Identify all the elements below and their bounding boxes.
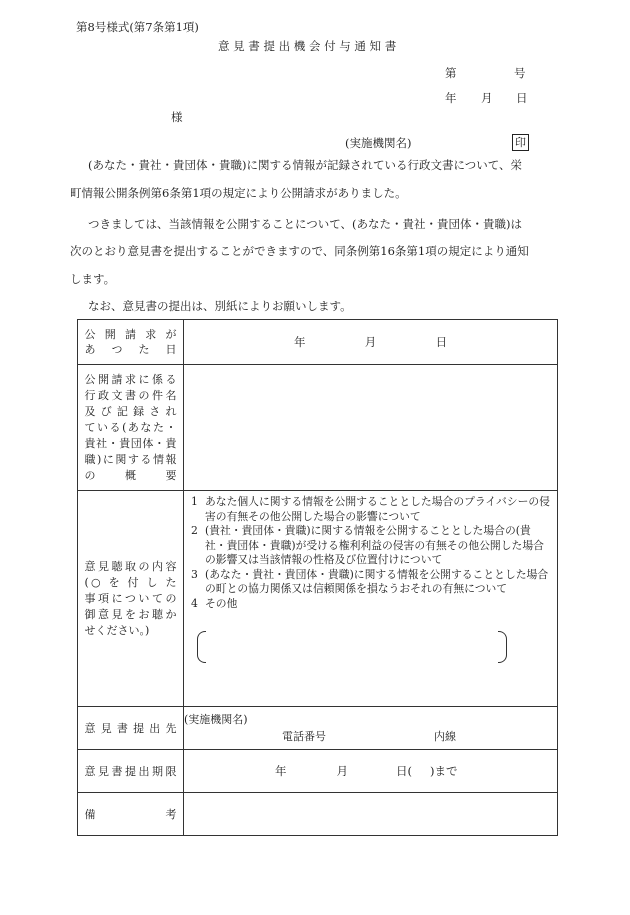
opinion-item-4[interactable]: 4 その他 [191,596,238,610]
number-prefix: 第 [445,66,457,80]
request-date-field[interactable]: 年 月 日 [184,320,558,365]
paragraph-2-line-2: 次のとおり意見書を提出することができますので、同条例第16条第1項の規定により通知 [70,244,529,258]
opinion-content-field [184,491,558,707]
issuer-name: (実施機関名) [345,136,412,150]
row-opinion-content [78,491,558,707]
paragraph-1-line-2: 町情報公開条例第6条第1項の規定により公開請求がありました。 [70,186,407,200]
label-remarks: 備 考 [78,793,184,836]
document-title: 意 見 書 提 出 機 会 付 与 通 知 書 [218,39,397,53]
paragraph-3: なお、意見書の提出は、別紙によりお願いします。 [88,299,352,313]
form-number: 第8号様式(第7条第1項) [76,20,199,34]
submission-address-field[interactable]: (実施機関名) 電話番号 内線 [184,707,558,750]
paragraph-2-line-1: つきましては、当該情報を公開することについて、(あなた・貴社・貴団体・貴職)は [88,217,523,231]
paragraph-1-line-1: (あなた・貴社・貴団体・貴職)に関する情報が記録されている行政文書について、栄 [88,158,523,172]
opinion-form-table [77,319,558,836]
seal-mark: 印 [512,134,529,151]
other-opinion-bracket[interactable] [197,631,507,667]
left-bracket [197,631,206,663]
paragraph-2-line-3: します。 [70,272,116,286]
row-request-date [78,320,558,365]
opinion-item-2[interactable]: 2 (貴社・貴団体・貴職)に関する情報を公開することとした場合の(貴社・貴団体・貴職)が受ける権利利益の侵害の有無その他公開した場合の影響又は当該情報の性格及び位置付けについて [191,524,544,566]
opinion-item-3[interactable]: 3 (あなた・貴社・貴団体・貴職)に関する情報を公開することとした場合の町との協力関係又は信頼関係を損なうおそれの有無について [191,567,549,595]
label-document-summary: 公開請求に係る 行政文書の件名 及び記録され ている(あなた・ 貴社・貴団体・貴 職)に関する情報 の 概 要 [78,365,184,491]
number-suffix: 号 [514,66,526,80]
opinion-item-1[interactable]: 1 あなた個人に関する情報を公開することとした場合のプライバシーの侵害の有無その他公開した場合の影響について [191,495,550,523]
deadline-field[interactable]: 年 月 日( )まで [184,750,558,793]
label-submission-address: 意 見 書 提 出 先 [78,707,184,750]
issue-date-month: 月 [481,91,493,105]
label-opinion-content: 意見聴取の内容 (○ を 付 し た 事項についての 御意見をお聴か せください。) [78,491,184,707]
document-summary-field[interactable] [184,365,558,491]
row-deadline [78,750,558,793]
row-submission-address [78,707,558,750]
issue-date-year: 年 [445,91,457,105]
row-document-summary [78,365,558,491]
addressee-suffix: 様 [171,110,183,124]
remarks-field[interactable] [184,793,558,836]
issue-date-day: 日 [516,91,528,105]
row-remarks [78,793,558,836]
label-request-date: 公 開 請 求 が あ つ た 日 [78,320,184,365]
right-bracket [498,631,507,663]
label-deadline: 意見書提出期限 [78,750,184,793]
